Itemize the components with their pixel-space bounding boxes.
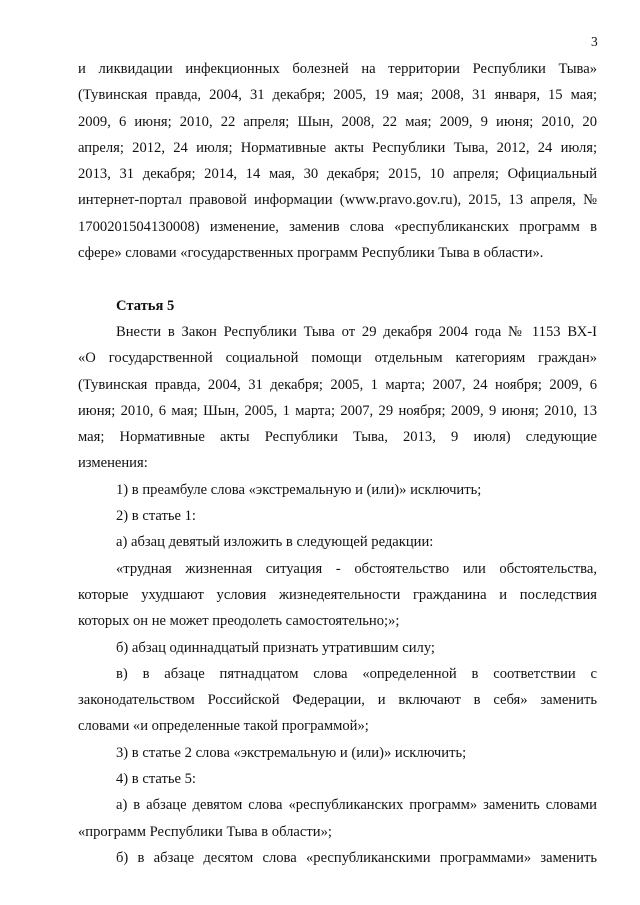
text-line: а) в абзаце девятом слова «республиканских программ» заменить словами	[116, 797, 597, 814]
text-line: мая; Нормативные акты Республики Тыва, 2013, 9 июля) следующие	[78, 429, 597, 446]
text-line: б) в абзаце десятом слова «республиканскими программами» заменить	[116, 849, 597, 866]
document-body	[78, 56, 597, 871]
page-number: 3	[591, 34, 598, 49]
text-line: в) в абзаце пятнадцатом слова «определенной в соответствии с	[116, 665, 597, 682]
text-line: «трудная жизненная ситуация - обстоятельство или обстоятельства,	[116, 560, 597, 577]
list-item-3: 3) в статье 2 слова «экстремальную и (или)» исключить;	[116, 744, 467, 761]
text-line: законодательством Российской Федерации, и включают в себя» заменить	[78, 692, 597, 709]
text-line: которые ухудшают условия жизнедеятельности гражданина и последствия	[78, 586, 597, 603]
spacer	[78, 266, 597, 292]
text-line: Внести в Закон Республики Тыва от 29 декабря 2004 года № 1153 ВХ-I	[116, 323, 597, 340]
text-line: (Тувинская правда, 2004, 31 декабря; 2005, 1 марта; 2007, 24 ноября; 2009, 6	[78, 376, 597, 393]
text-line: «О государственной социальной помощи отдельным категориям граждан»	[78, 350, 597, 367]
text-line: апреля; 2012, 24 июля; Нормативные акты Республики Тыва, 2012, 24 июля;	[78, 139, 597, 156]
list-item-2b: б) абзац одиннадцатый признать утратившим силу;	[116, 639, 435, 656]
text-line: словами «и определенные такой программой»;	[78, 718, 369, 735]
list-item-2: 2) в статье 1:	[116, 508, 196, 525]
text-line: и ликвидации инфекционных болезней на территории Республики Тыва»	[78, 61, 597, 77]
text-line: сфере» словами «государственных программ Республики Тыва в области».	[78, 245, 544, 262]
text-line: которых он не может преодолеть самостоятельно;»;	[78, 613, 400, 630]
paragraph-article-5-intro	[78, 319, 597, 477]
text-line: «программ Республики Тыва в области»;	[78, 823, 332, 840]
list-item-1: 1) в преамбуле слова «экстремальную и (или)» исключить;	[116, 481, 482, 498]
text-line: изменения:	[78, 455, 148, 472]
list-item-2v	[78, 661, 597, 740]
quoted-definition	[78, 556, 597, 635]
list-item-2a: а) абзац девятый изложить в следующей редакции:	[116, 534, 434, 551]
text-line: 1700201504130008) изменение, заменив слова «республиканских программ в	[78, 218, 597, 235]
paragraph-amendment-intro	[78, 56, 597, 266]
text-line: июня; 2010, 6 мая; Шын, 2005, 1 марта; 2007, 29 ноября; 2009, 9 июня; 2010, 13	[78, 402, 597, 419]
text-line: 2013, 31 декабря; 2014, 14 мая, 30 декабря; 2015, 10 апреля; Официальный	[78, 166, 597, 183]
list-item-4a	[78, 792, 597, 845]
list-item-4: 4) в статье 5:	[116, 771, 196, 788]
text-line: 2009, 6 июня; 2010, 22 апреля; Шын, 2008, 22 мая; 2009, 9 июня; 2010, 20	[78, 113, 597, 130]
text-line: интернет-портал правовой информации (www.pravo.gov.ru), 2015, 13 апреля, №	[78, 192, 597, 209]
text-line: (Тувинская правда, 2004, 31 декабря; 2005, 19 мая; 2008, 31 января, 15 мая;	[78, 87, 597, 104]
article-heading: Статья 5	[116, 297, 175, 314]
list-item-4b	[78, 845, 597, 871]
